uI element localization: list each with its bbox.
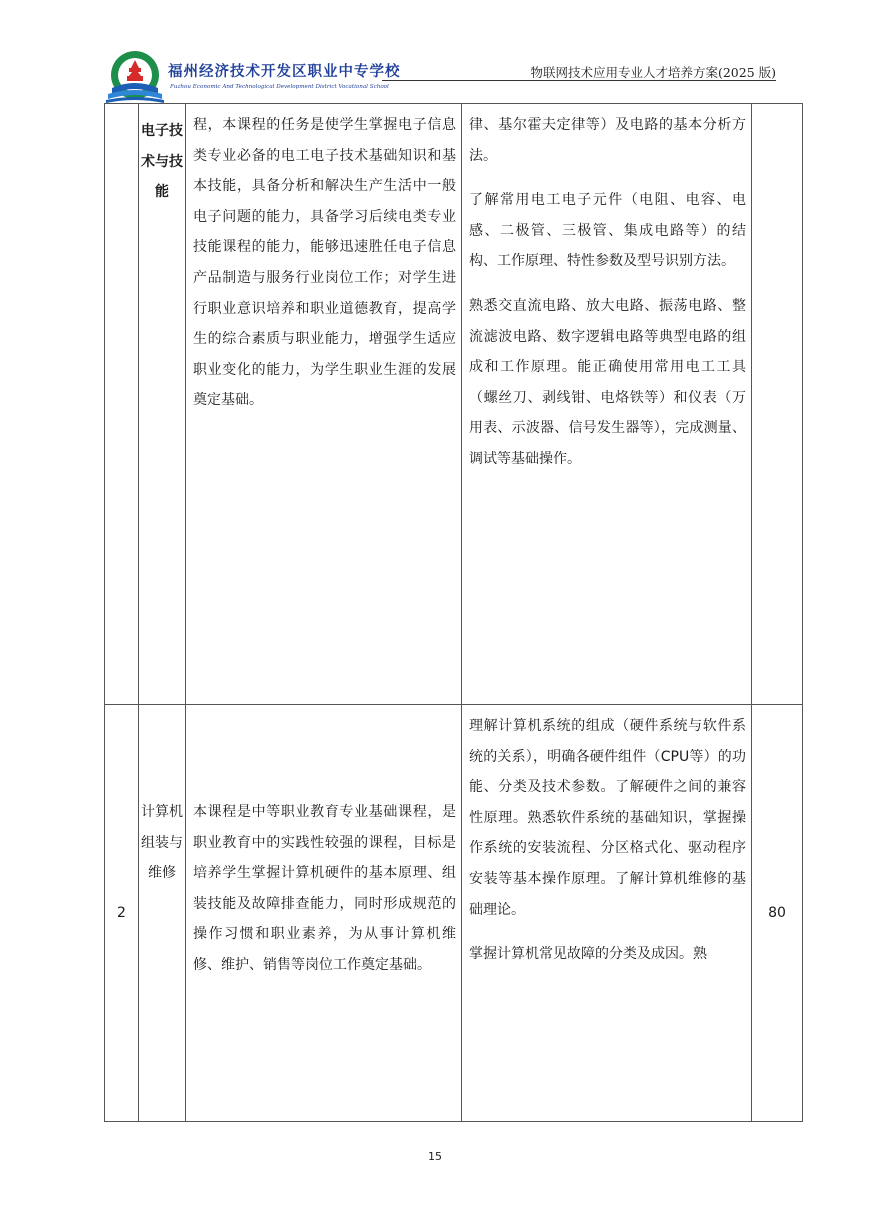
course-name-cell: [139, 705, 186, 1122]
course-number-cell: [105, 104, 139, 705]
page-number: 15: [428, 1150, 442, 1163]
document-title: 物联网技术应用专业人才培养方案(2025 版): [530, 65, 776, 80]
requirement-paragraph: 熟悉交直流电路、放大电路、振荡电路、整流滤波电路、数字逻辑电路等典型电路的组成和工作原理。能正确使用常用电工工具（螺丝刀、剥线钳、电烙铁等）和仪表（万用表、示波器、信号发生器等），完成测量、调试等基础操作。: [469, 297, 746, 467]
course-number-cell: 2: [105, 705, 139, 1122]
course-requirements-cell: [462, 705, 752, 1122]
course-requirements-cell: [462, 104, 752, 705]
course-goal-text: 程，本课程的任务是使学生掌握电子信息类专业必备的电工电子技术基础知识和基本技能，具备分析和解决生产生活中一般电子问题的能力，具备学习后续电类专业技能课程的能力，能够迅速胜任电子信息产品制造与服务行业岗位工作；对学生进行职业意识培养和职业道德教育，提高学生的综合素质与职业能力，增强学生适应职业变化的能力，为学生职业生涯的发展奠定基础。: [193, 117, 456, 409]
course-name: 电子技术与技能: [141, 123, 183, 201]
requirement-paragraph: 掌握计算机常见故障的分类及成因。熟: [469, 946, 707, 963]
course-table-wrapper: [104, 103, 803, 1122]
table-row: [105, 705, 803, 1122]
header-rule: [382, 80, 776, 81]
course-goal-cell: [186, 705, 462, 1122]
school-name-cn: 福州经济技术开发区职业中专学校: [168, 64, 401, 80]
course-goal-text: 本课程是中等职业教育专业基础课程，是职业教育中的实践性较强的课程，目标是培养学生掌握计算机硬件的基本原理、组装技能及故障排查能力，同时形成规范的操作习惯和职业素养，为从事计算机维修、维护、销售等岗位工作奠定基础。: [193, 804, 456, 973]
school-name-en: Fuzhou Economic And Technological Development District Vocational School: [170, 84, 389, 90]
requirement-paragraph: 了解常用电工电子元件（电阻、电容、电感、二极管、三极管、集成电路等）的结构、工作原理、特性参数及型号识别方法。: [469, 192, 746, 270]
course-goal-cell: [186, 104, 462, 705]
course-hours-cell: 80: [752, 705, 803, 1122]
requirement-paragraph: 律、基尔霍夫定律等）及电路的基本分析方法。: [469, 117, 746, 164]
course-name: 计算机组装与维修: [141, 804, 183, 882]
school-logo-icon: [104, 48, 166, 106]
page-header: [104, 48, 776, 108]
course-hours-cell: [752, 104, 803, 705]
course-name-cell: [139, 104, 186, 705]
table-row: [105, 104, 803, 705]
requirement-paragraph: 理解计算机系统的组成（硬件系统与软件系统的关系），明确各硬件组件（CPU等）的功能、分类及技术参数。了解硬件之间的兼容性原理。熟悉软件系统的基础知识，掌握操作系统的安装流程、分区格式化、驱动程序安装等基本操作原理。了解计算机维修的基础理论。: [469, 718, 746, 918]
course-table: [104, 103, 803, 1122]
